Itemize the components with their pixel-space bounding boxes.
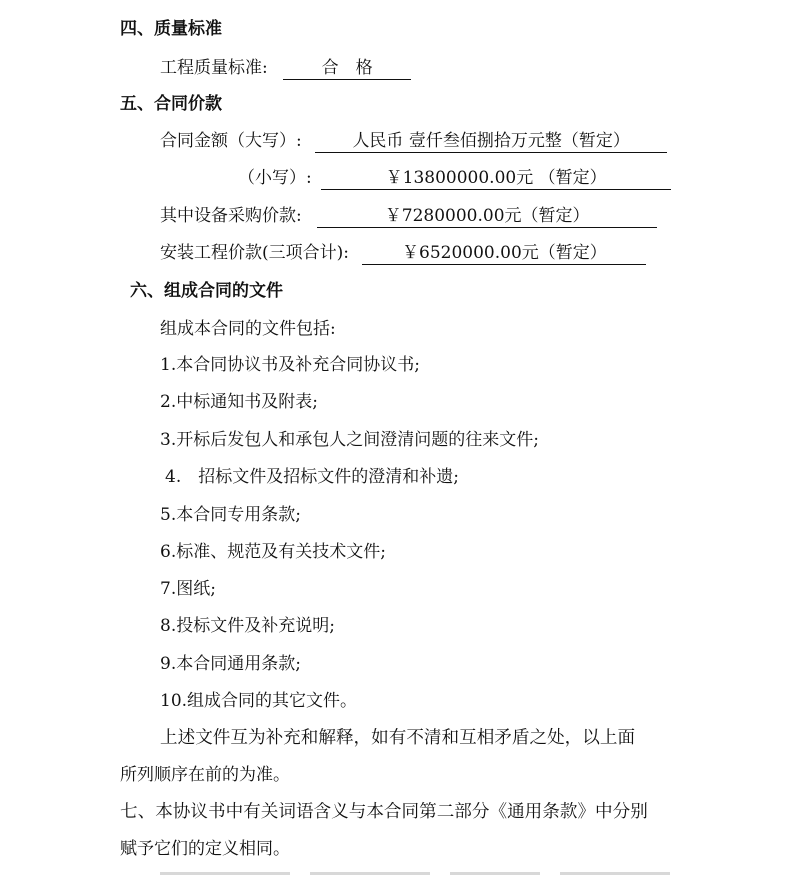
equipment-price-label: 其中设备采购价款: bbox=[160, 206, 302, 226]
section-6-intro: 组成本合同的文件包括: bbox=[160, 319, 336, 339]
quality-standard-label: 工程质量标准: bbox=[160, 58, 268, 78]
quality-standard-row bbox=[160, 57, 411, 80]
install-price-row bbox=[160, 242, 646, 265]
list-item: 3.开标后发包人和承包人之间澄清问题的往来文件; bbox=[160, 430, 539, 450]
section-7-line1: 七、本协议书中有关词语含义与本合同第二部分《通用条款》中分别 bbox=[120, 802, 648, 822]
equipment-price-row bbox=[160, 205, 657, 228]
install-price-label: 安装工程价款(三项合计): bbox=[160, 243, 349, 263]
cut-off-text-line bbox=[120, 868, 680, 880]
section-5-heading: 五、合同价款 bbox=[120, 94, 222, 114]
precedence-paragraph-line2: 所列顺序在前的为准。 bbox=[120, 765, 290, 785]
list-item: 10.组成合同的其它文件。 bbox=[160, 691, 358, 711]
amount-lower-value: ￥13800000.00元 （暂定） bbox=[321, 167, 671, 190]
list-item: 8.投标文件及补充说明; bbox=[160, 616, 335, 636]
install-price-value: ￥6520000.00元（暂定） bbox=[362, 242, 646, 265]
amount-lower-row bbox=[238, 167, 671, 190]
quality-standard-value: 合 格 bbox=[283, 57, 411, 80]
amount-upper-value: 人民币 壹仟叁佰捌拾万元整（暂定） bbox=[315, 130, 667, 153]
list-item: 5.本合同专用条款; bbox=[160, 505, 301, 525]
section-4-heading: 四、质量标准 bbox=[120, 19, 222, 39]
list-item: 6.标准、规范及有关技术文件; bbox=[160, 542, 386, 562]
list-item: 9.本合同通用条款; bbox=[160, 654, 301, 674]
list-item: 2.中标通知书及附表; bbox=[160, 392, 318, 412]
amount-upper-label: 合同金额（大写）: bbox=[160, 131, 302, 151]
section-6-heading: 六、组成合同的文件 bbox=[130, 281, 283, 301]
equipment-price-value: ￥7280000.00元（暂定） bbox=[317, 205, 657, 228]
amount-lower-label: （小写）: bbox=[238, 168, 312, 188]
list-item: 7.图纸; bbox=[160, 579, 216, 599]
list-item: 4. 招标文件及招标文件的澄清和补遗; bbox=[165, 467, 459, 487]
section-7-line2: 赋予它们的定义相同。 bbox=[120, 839, 290, 859]
amount-upper-row bbox=[160, 130, 667, 153]
list-item: 1.本合同协议书及补充合同协议书; bbox=[160, 355, 420, 375]
precedence-paragraph-line1: 上述文件互为补充和解释，如有不清和互相矛盾之处，以上面 bbox=[160, 728, 636, 748]
